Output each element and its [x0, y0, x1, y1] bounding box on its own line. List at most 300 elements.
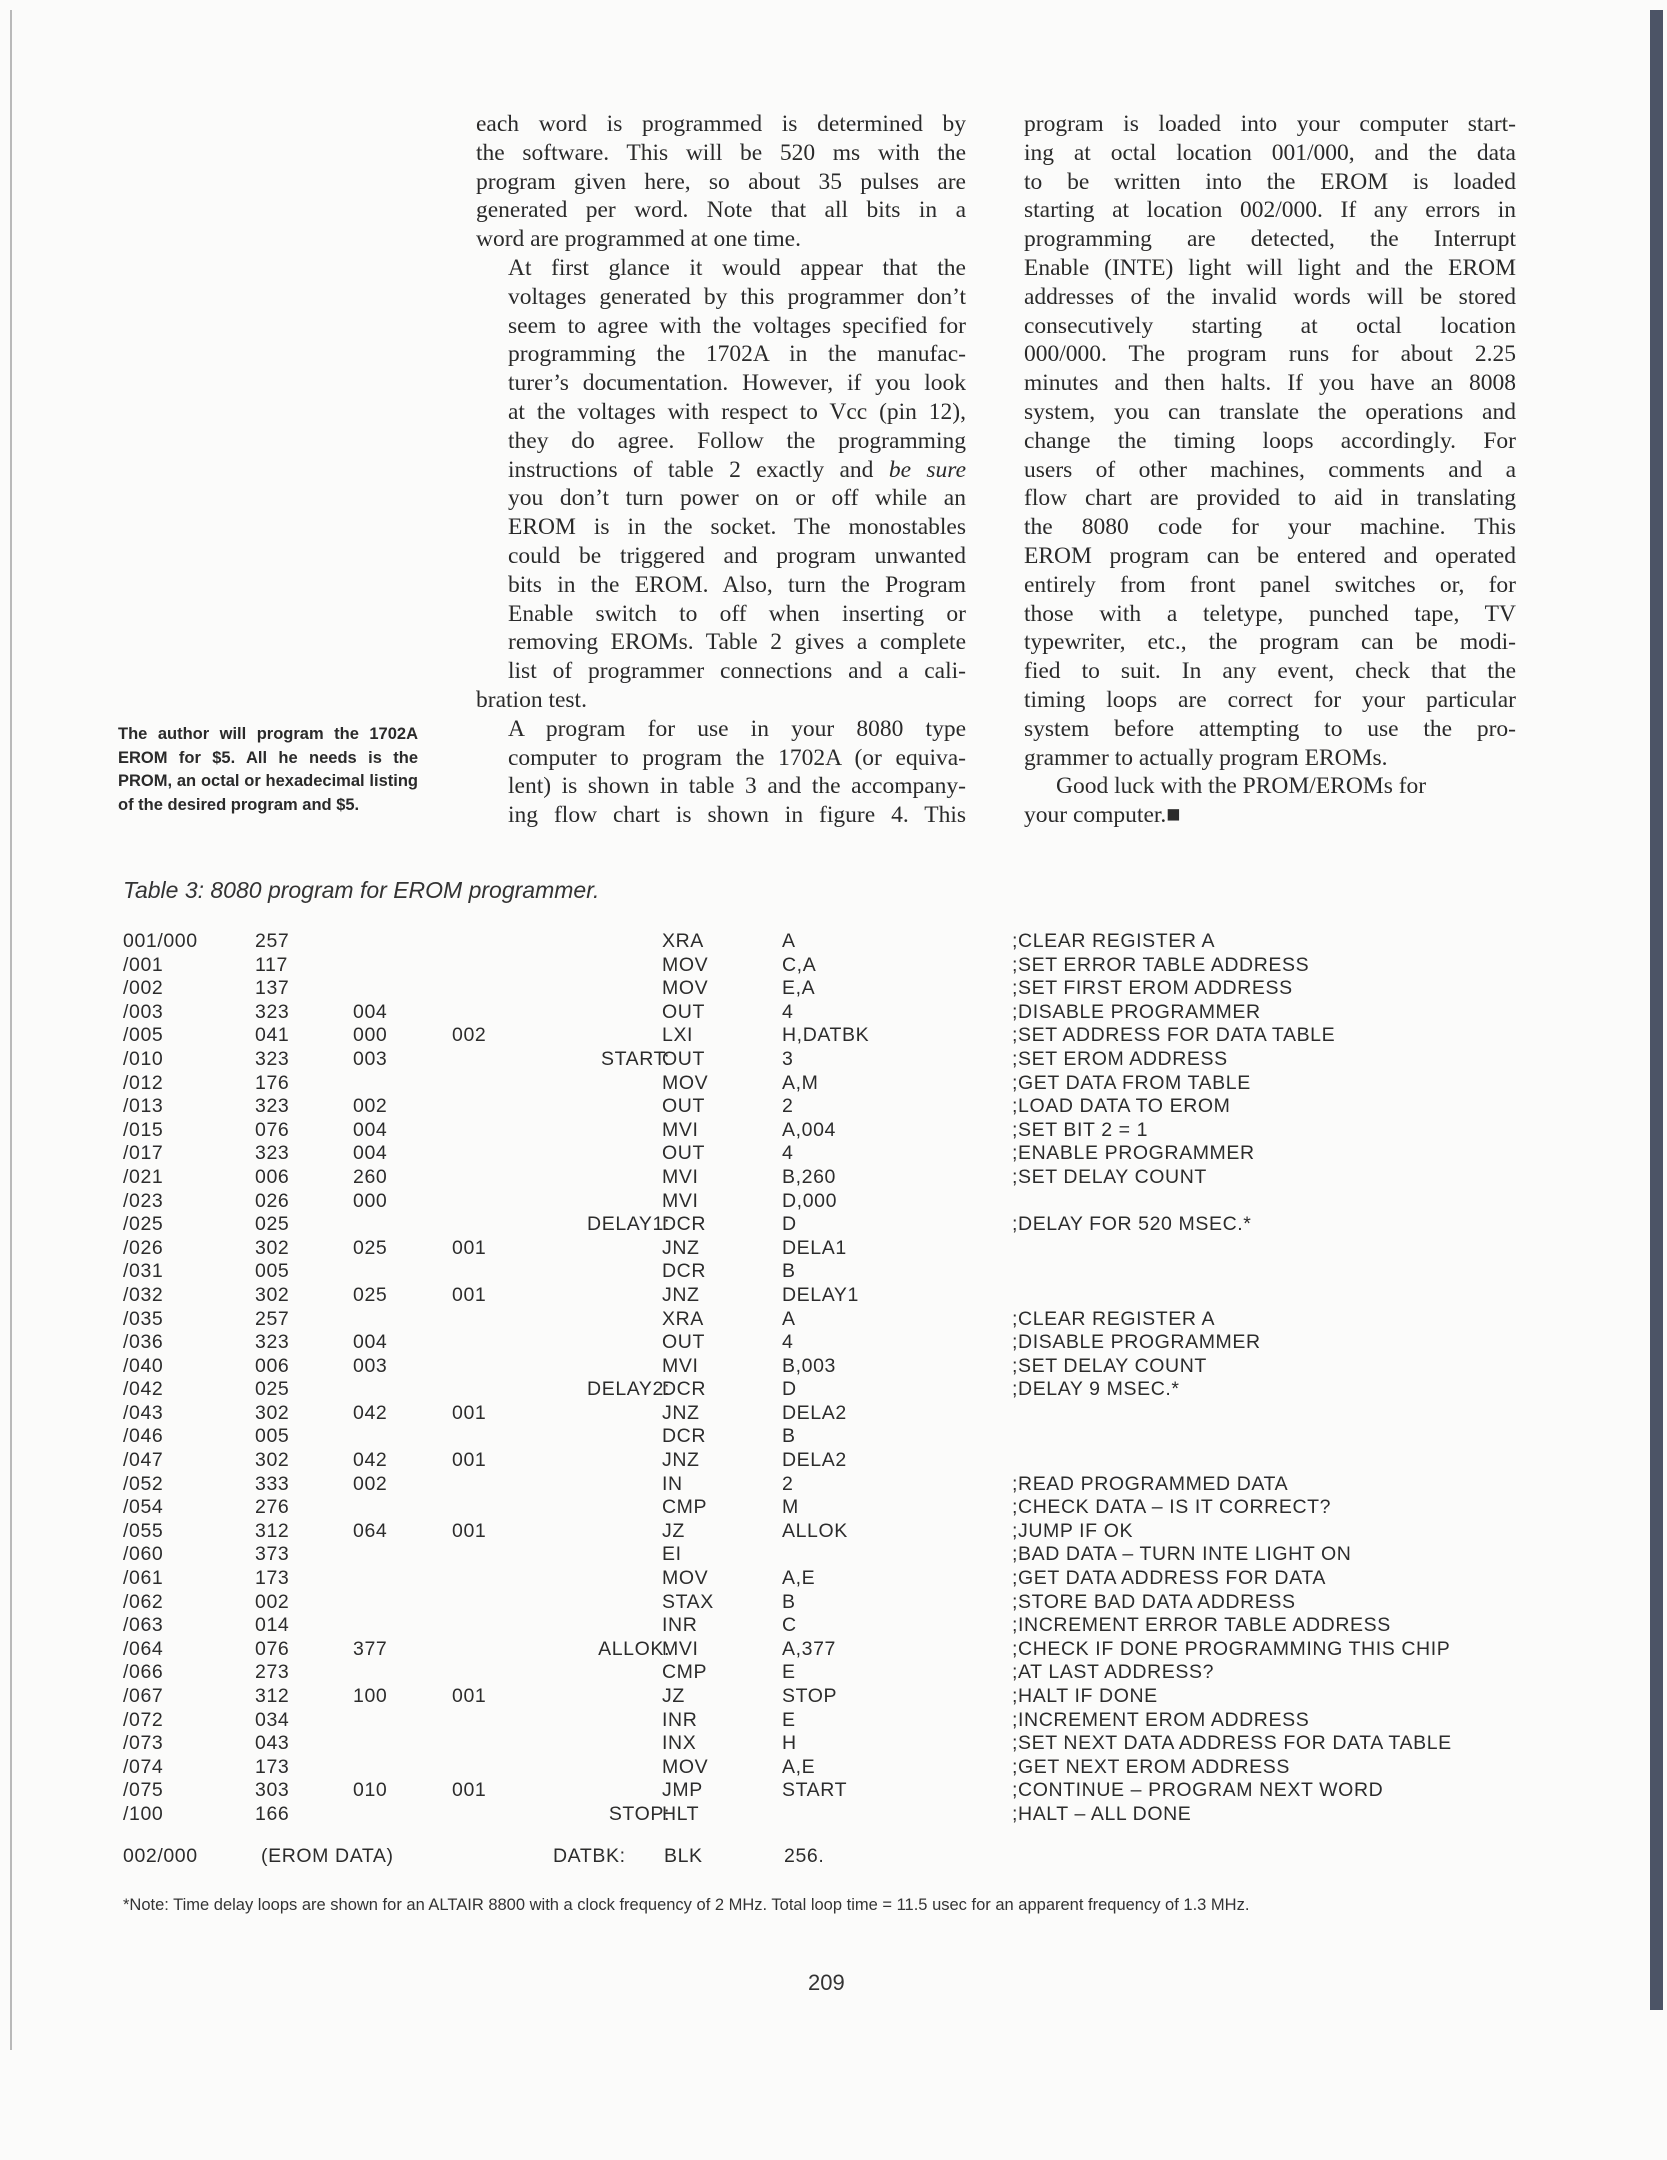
program-byte1-cell: 257 [255, 1307, 290, 1330]
program-address-cell: /100 [123, 1802, 164, 1825]
program-byte2-cell: 064 [353, 1519, 388, 1542]
program-label-cell [548, 1591, 670, 1615]
program-label-cell [548, 1024, 670, 1048]
program-byte3-cell [452, 1048, 486, 1072]
program-opcode-cell: JMP [662, 1779, 703, 1802]
program-operand-cell: STOP [782, 1685, 838, 1707]
text-line: programming the 1702A in the manufac- [508, 341, 966, 368]
program-opcode-cell: INR [662, 1708, 698, 1731]
program-byte1-cell: 323 [255, 1095, 290, 1118]
program-operand-cell: E [782, 1661, 796, 1684]
program-opcode-cell: JNZ [662, 1236, 700, 1259]
program-opcode-cell: DCR [662, 1260, 707, 1283]
program-byte1-cell: 014 [255, 1614, 290, 1637]
program-label-cell: DELAY1: [587, 1213, 670, 1236]
program-comment-cell: ;STORE BAD DATA ADDRESS [1012, 1590, 1296, 1613]
program-label-cell [548, 1260, 670, 1284]
program-byte3-cell [452, 977, 486, 1001]
program-byte1-cell: 276 [255, 1496, 290, 1519]
program-operand-cell: A,E [782, 1567, 816, 1590]
text-line: list of programmer connections and a cali- [508, 658, 966, 685]
program-opcode-cell: MOV [662, 953, 709, 976]
program-byte2-cell: 260 [353, 1165, 388, 1188]
program-byte1-cell: 034 [255, 1708, 290, 1731]
program-comment-cell: ;AT LAST ADDRESS? [1012, 1661, 1215, 1684]
text-line: flow chart are provided to aid in translating [1024, 485, 1516, 512]
program-operand-cell: B,260 [782, 1165, 836, 1188]
program-byte2-cell: 000 [353, 1024, 388, 1047]
program-byte1-cell: 166 [255, 1802, 290, 1825]
program-byte3-cell [452, 1190, 486, 1214]
program-byte1-cell: 043 [255, 1732, 290, 1755]
program-byte3-cell [452, 1166, 486, 1190]
program-address-cell: /073 [123, 1732, 164, 1755]
program-operand-cell: 4 [782, 1331, 794, 1354]
program-byte1-cell: 026 [255, 1189, 290, 1212]
program-byte3-cell: 001 [452, 1685, 487, 1707]
program-opcode-cell: CMP [662, 1661, 708, 1684]
program-opcode-cell: DCR [662, 1425, 707, 1448]
program-byte3-cell [452, 1567, 486, 1591]
program-address-cell: /055 [123, 1519, 164, 1542]
program-byte3-cell: 001 [452, 1779, 487, 1802]
program-label-cell [548, 1142, 670, 1166]
text-line: typewriter, etc., the program can be modi- [1024, 629, 1516, 656]
program-comment-cell [1012, 1284, 1452, 1308]
program-byte3-cell [452, 1756, 486, 1780]
program-label-cell [548, 1402, 670, 1426]
program-byte1-cell: 302 [255, 1449, 290, 1472]
column1-paragraph [476, 715, 966, 830]
program-address-cell: /035 [123, 1307, 164, 1330]
program-address-cell: /060 [123, 1543, 164, 1566]
program-operand-cell: 2 [782, 1472, 794, 1495]
program-comment-cell: ;JUMP IF OK [1012, 1519, 1134, 1542]
program-comment-column [1012, 930, 1452, 1827]
program-byte3-cell: 001 [452, 1449, 487, 1472]
program-byte3-cell [452, 954, 486, 978]
program-comment-cell [1012, 1402, 1452, 1426]
text-line: programming are detected, the Interrupt [1024, 226, 1516, 253]
program-label-cell [548, 1355, 670, 1379]
data-table-description: (EROM DATA) [261, 1845, 394, 1867]
program-operand-cell: D [782, 1213, 797, 1236]
program-byte2-column [353, 930, 387, 1827]
program-operand-cell: A,M [782, 1071, 819, 1094]
program-address-cell: /075 [123, 1779, 164, 1802]
program-byte2-cell [353, 1661, 387, 1685]
program-operand-column [782, 930, 869, 1827]
program-byte1-cell: 173 [255, 1755, 290, 1778]
program-label-cell [548, 1473, 670, 1497]
program-comment-cell: ;DISABLE PROGRAMMER [1012, 1000, 1261, 1023]
program-byte3-cell [452, 1709, 486, 1733]
program-byte2-cell [353, 1213, 387, 1237]
text-line-last: grammer to actually program EROMs. [1024, 744, 1388, 771]
program-label-cell: STOP: [608, 1802, 670, 1825]
program-comment-cell: ;SET EROM ADDRESS [1012, 1047, 1228, 1070]
program-address-cell: /026 [123, 1236, 164, 1259]
program-address-cell: /003 [123, 1000, 164, 1023]
program-operand-cell: DELAY1 [782, 1283, 859, 1306]
program-operand-cell: 4 [782, 1000, 794, 1023]
text-line: EROM is in the socket. The monostables [508, 514, 966, 541]
column1-paragraph [476, 254, 966, 715]
text-line: change the timing loops accordingly. For [1024, 427, 1516, 454]
text-line: you don’t turn power on or off while an [508, 485, 966, 512]
program-operand-cell: B [782, 1260, 796, 1283]
program-opcode-cell: MOV [662, 1567, 709, 1590]
author-offer-sidebar: The author will program the 1702A EROM for $5. All he needs is the PROM, an octal or hexadecimal listing of the desired program and $5. [118, 725, 418, 814]
program-byte2-cell: 002 [353, 1095, 388, 1118]
program-label-cell [548, 954, 670, 978]
program-byte2-cell: 042 [353, 1449, 388, 1472]
program-address-cell: /064 [123, 1637, 164, 1660]
program-byte3-cell [452, 1308, 486, 1332]
program-byte1-cell: 323 [255, 1142, 290, 1165]
program-opcode-cell: XRA [662, 1307, 704, 1330]
program-operand-cell: DELA2 [782, 1449, 847, 1472]
program-operand-cell: C,A [782, 953, 817, 976]
program-operand-cell [782, 1543, 869, 1567]
program-operand-cell: E,A [782, 977, 816, 1000]
program-operand-cell: B,003 [782, 1354, 836, 1377]
program-address-cell: /061 [123, 1567, 164, 1590]
program-byte3-cell [452, 1803, 486, 1827]
program-opcode-cell: EI [662, 1543, 682, 1566]
program-opcode-column [662, 930, 714, 1827]
text-line: instructions of table 2 exactly and be sure [508, 456, 966, 483]
program-byte2-cell [353, 1543, 387, 1567]
program-byte3-cell [452, 1119, 486, 1143]
program-comment-cell: ;READ PROGRAMMED DATA [1012, 1472, 1289, 1495]
program-byte1-cell: 373 [255, 1543, 290, 1566]
program-byte3-cell [452, 1260, 486, 1284]
program-operand-cell: 3 [782, 1047, 794, 1070]
program-opcode-cell: JNZ [662, 1449, 700, 1472]
program-comment-cell: ;CHECK IF DONE PROGRAMMING THIS CHIP [1012, 1637, 1451, 1660]
program-opcode-cell: JNZ [662, 1401, 700, 1424]
program-comment-cell: ;GET DATA FROM TABLE [1012, 1071, 1251, 1094]
program-byte1-cell: 041 [255, 1024, 290, 1047]
text-line: the 8080 code for your machine. This [1024, 514, 1516, 541]
program-operand-cell: START [782, 1779, 848, 1802]
program-byte2-cell [353, 954, 387, 978]
program-byte2-cell [353, 930, 387, 954]
program-label-cell [548, 1685, 670, 1709]
program-opcode-cell: OUT [662, 1000, 705, 1023]
program-comment-cell [1012, 1260, 1452, 1284]
program-label-cell [548, 1732, 670, 1756]
program-label-cell [548, 1237, 670, 1261]
program-comment-cell: ;BAD DATA – TURN INTE LIGHT ON [1012, 1543, 1352, 1566]
program-opcode-cell: MVI [662, 1118, 699, 1141]
program-opcode-cell: JZ [662, 1519, 685, 1542]
program-byte2-cell: 004 [353, 1331, 388, 1354]
program-byte1-cell: 302 [255, 1283, 290, 1306]
program-byte1-cell: 302 [255, 1401, 290, 1424]
text-line: removing EROMs. Table 2 gives a complete [508, 629, 966, 656]
program-byte2-cell: 000 [353, 1189, 388, 1212]
text-line: ing at octal location 001/000, and the data [1024, 139, 1516, 166]
program-label-cell [548, 1449, 670, 1473]
program-byte3-column [452, 930, 486, 1827]
program-byte1-cell: 002 [255, 1590, 290, 1613]
program-operand-cell: D,000 [782, 1189, 838, 1212]
text-line: consecutively starting at octal location [1024, 312, 1516, 339]
program-label-cell [548, 977, 670, 1001]
text-line: computer to program the 1702A (or equiva- [508, 744, 966, 771]
program-byte3-cell [452, 1614, 486, 1638]
text-line: users of other machines, comments and a [1024, 456, 1516, 483]
program-operand-cell: A [782, 1307, 796, 1330]
program-comment-cell [1012, 1449, 1452, 1473]
program-comment-cell: ;SET DELAY COUNT [1012, 1354, 1207, 1377]
program-byte3-cell [452, 1001, 486, 1025]
program-address-cell: /066 [123, 1661, 164, 1684]
program-byte3-cell [452, 1095, 486, 1119]
program-operand-cell: B [782, 1590, 796, 1613]
data-table-label: DATBK: [553, 1845, 626, 1867]
program-opcode-cell: LXI [662, 1024, 694, 1047]
program-opcode-cell: STAX [662, 1590, 714, 1613]
text-line: ing flow chart is shown in figure 4. This [508, 802, 966, 829]
text-line: voltages generated by this programmer don’t [508, 283, 966, 310]
program-byte1-cell: 137 [255, 977, 290, 1000]
table-caption: Table 3: 8080 program for EROM programmer. [123, 877, 600, 903]
program-byte3-cell [452, 1355, 486, 1379]
program-byte2-cell [353, 1308, 387, 1332]
text-line: Enable (INTE) light will light and the EROM [1024, 254, 1516, 281]
program-opcode-cell: XRA [662, 930, 704, 952]
program-address-cell: /015 [123, 1118, 164, 1141]
program-label-cell [548, 1425, 670, 1449]
program-byte3-cell: 001 [452, 1401, 487, 1424]
program-byte2-cell: 004 [353, 1118, 388, 1141]
program-byte1-cell: 323 [255, 1000, 290, 1023]
program-byte2-cell: 003 [353, 1354, 388, 1377]
text-line: fied to suit. In any event, check that the [1024, 658, 1516, 685]
text-line: EROM program can be entered and operated [1024, 542, 1516, 569]
text-line-last: bration test. [476, 686, 587, 713]
program-comment-cell: ;CLEAR REGISTER A [1012, 1307, 1216, 1330]
program-address-cell: /062 [123, 1590, 164, 1613]
text-line: starting at location 002/000. If any errors in [1024, 197, 1516, 224]
program-comment-cell: ;HALT – ALL DONE [1012, 1802, 1192, 1825]
text-line: they do agree. Follow the programming [508, 427, 966, 454]
program-byte3-cell [452, 1661, 486, 1685]
program-byte3-cell [452, 1591, 486, 1615]
column2-paragraph [1024, 772, 1516, 801]
program-byte2-cell: 010 [353, 1779, 388, 1802]
program-comment-cell: ;SET BIT 2 = 1 [1012, 1118, 1149, 1141]
program-byte2-cell: 100 [353, 1685, 388, 1707]
program-address-cell: /074 [123, 1755, 164, 1778]
program-address-cell: /063 [123, 1614, 164, 1637]
program-byte1-cell: 273 [255, 1661, 290, 1684]
program-operand-cell: DELA1 [782, 1236, 847, 1259]
text-line: could be triggered and program unwanted [508, 542, 966, 569]
program-address-cell: /013 [123, 1095, 164, 1118]
program-operand-cell: D [782, 1378, 797, 1401]
program-comment-cell: ;SET ADDRESS FOR DATA TABLE [1012, 1024, 1336, 1047]
program-opcode-cell: JNZ [662, 1283, 700, 1306]
program-comment-cell: ;DISABLE PROGRAMMER [1012, 1331, 1261, 1354]
program-byte3-cell [452, 1072, 486, 1096]
program-byte2-cell [353, 1378, 387, 1402]
text-line-last: word are programmed at one time. [476, 226, 801, 253]
program-byte1-cell: 312 [255, 1519, 290, 1542]
program-opcode-cell: MVI [662, 1189, 699, 1212]
program-byte1-cell: 257 [255, 930, 290, 952]
program-label-cell [548, 1661, 670, 1685]
program-address-cell: /023 [123, 1189, 164, 1212]
program-opcode-cell: HLT [662, 1802, 700, 1825]
program-byte2-cell: 025 [353, 1236, 388, 1259]
program-byte3-cell [452, 1425, 486, 1449]
program-byte3-cell [452, 1496, 486, 1520]
program-byte2-cell [353, 977, 387, 1001]
program-comment-cell [1012, 1190, 1452, 1214]
program-comment-cell [1012, 1425, 1452, 1449]
program-byte3-cell [452, 1331, 486, 1355]
program-comment-cell: ;INCREMENT ERROR TABLE ADDRESS [1012, 1614, 1391, 1637]
program-byte1-column [255, 930, 289, 1827]
body-column-1 [476, 110, 966, 830]
program-byte1-cell: 323 [255, 1331, 290, 1354]
program-address-cell: /067 [123, 1685, 164, 1707]
program-address-cell: /032 [123, 1283, 164, 1306]
program-comment-cell: ;CLEAR REGISTER A [1012, 930, 1216, 952]
program-address-cell: /012 [123, 1071, 164, 1094]
program-operand-cell: M [782, 1496, 799, 1519]
program-byte1-cell: 302 [255, 1236, 290, 1259]
program-byte3-cell [452, 930, 486, 954]
program-label-cell [548, 1756, 670, 1780]
text-line: At first glance it would appear that the [508, 254, 966, 281]
program-operand-cell: A,004 [782, 1118, 836, 1141]
text-line: addresses of the invalid words will be stored [1024, 283, 1516, 310]
program-byte1-cell: 025 [255, 1378, 290, 1401]
text-line: minutes and then halts. If you have an 8008 [1024, 370, 1516, 397]
program-address-cell: /031 [123, 1260, 164, 1283]
program-byte3-cell [452, 1473, 486, 1497]
program-label-cell: ALLOK: [598, 1637, 670, 1660]
program-label-cell [548, 1709, 670, 1733]
program-comment-cell: ;CONTINUE – PROGRAM NEXT WORD [1012, 1779, 1384, 1802]
column2-paragraph [1024, 110, 1516, 772]
text-line: Enable switch to off when inserting or [508, 600, 966, 627]
program-label-cell [548, 1614, 670, 1638]
text-line: the software. This will be 520 ms with the [476, 139, 966, 166]
program-byte1-cell: 323 [255, 1047, 290, 1070]
program-opcode-cell: DCR [662, 1213, 707, 1236]
program-address-cell: /036 [123, 1331, 164, 1354]
program-label-cell [548, 930, 670, 954]
page-number: 209 [808, 1970, 845, 1995]
text-line: entirely from front panel switches or, for [1024, 571, 1516, 598]
program-address-cell: /040 [123, 1354, 164, 1377]
program-opcode-cell: CMP [662, 1496, 708, 1519]
program-byte2-cell [353, 1425, 387, 1449]
program-comment-cell: ;ENABLE PROGRAMMER [1012, 1142, 1255, 1165]
program-opcode-cell: JZ [662, 1685, 685, 1707]
program-byte1-cell: 312 [255, 1685, 290, 1707]
program-opcode-cell: MOV [662, 977, 709, 1000]
text-line: generated per word. Note that all bits in a [476, 197, 966, 224]
program-byte2-cell: 004 [353, 1142, 388, 1165]
column1-paragraph [476, 110, 966, 254]
program-byte2-cell [353, 1567, 387, 1591]
program-byte2-cell [353, 1591, 387, 1615]
program-byte2-cell [353, 1496, 387, 1520]
program-comment-cell: ;GET NEXT EROM ADDRESS [1012, 1755, 1290, 1778]
program-opcode-cell: DCR [662, 1378, 707, 1401]
program-byte1-cell: 333 [255, 1472, 290, 1495]
program-operand-cell: ALLOK [782, 1519, 848, 1542]
program-address-cell: /010 [123, 1047, 164, 1070]
timing-footnote: *Note: Time delay loops are shown for an ALTAIR 8800 with a clock frequency of 2 MHz. Total loop time = 11.5 usec for an apparent frequency of 1.3 MHz. [123, 1896, 1250, 1914]
program-address-cell: /046 [123, 1425, 164, 1448]
program-byte1-cell: 076 [255, 1637, 290, 1660]
program-byte2-cell [353, 1072, 387, 1096]
program-label-cell: START: [601, 1047, 670, 1070]
column2-paragraph [1024, 801, 1516, 830]
program-byte1-cell: 303 [255, 1779, 290, 1802]
program-byte2-cell: 004 [353, 1000, 388, 1023]
program-byte3-cell: 001 [452, 1283, 487, 1306]
program-address-cell: 001/000 [123, 930, 198, 952]
program-byte2-cell: 003 [353, 1047, 388, 1070]
text-line: lent) is shown in table 3 and the accompany- [508, 773, 966, 800]
program-label-column [548, 930, 670, 1827]
text-line: each word is programmed is determined by [476, 111, 966, 137]
program-address-cell: /002 [123, 977, 164, 1000]
program-byte2-cell: 377 [353, 1637, 388, 1660]
program-operand-cell: H [782, 1732, 797, 1755]
program-opcode-cell: MVI [662, 1637, 699, 1660]
text-line: system before attempting to use the pro- [1024, 715, 1516, 742]
program-label-cell [548, 1095, 670, 1119]
program-byte2-cell [353, 1732, 387, 1756]
program-opcode-cell: OUT [662, 1047, 705, 1070]
emphasis-text: be sure [888, 456, 966, 483]
program-address-cell: /005 [123, 1024, 164, 1047]
program-label-cell [548, 1190, 670, 1214]
program-byte1-cell: 005 [255, 1425, 290, 1448]
program-comment-cell: ;CHECK DATA – IS IT CORRECT? [1012, 1496, 1332, 1519]
program-operand-cell [782, 1803, 869, 1827]
program-address-cell: /001 [123, 953, 164, 976]
program-address-cell: /052 [123, 1472, 164, 1495]
program-operand-cell: A,E [782, 1755, 816, 1778]
program-address-cell: /025 [123, 1213, 164, 1236]
program-comment-cell: ;SET ERROR TABLE ADDRESS [1012, 953, 1310, 976]
program-byte2-cell [353, 1803, 387, 1827]
text-line: system, you can translate the operations and [1024, 398, 1516, 425]
text-line-last: Good luck with the PROM/EROMs for [1056, 773, 1427, 800]
program-opcode-cell: INX [662, 1732, 697, 1755]
left-margin-rule [10, 10, 12, 2050]
program-address-column [123, 930, 198, 1827]
program-address-cell: /017 [123, 1142, 164, 1165]
program-byte3-cell [452, 1638, 486, 1662]
program-byte1-cell: 173 [255, 1567, 290, 1590]
program-byte3-cell: 001 [452, 1236, 487, 1259]
program-opcode-cell: OUT [662, 1095, 705, 1118]
program-operand-cell: A [782, 930, 796, 952]
program-label-cell [548, 1072, 670, 1096]
